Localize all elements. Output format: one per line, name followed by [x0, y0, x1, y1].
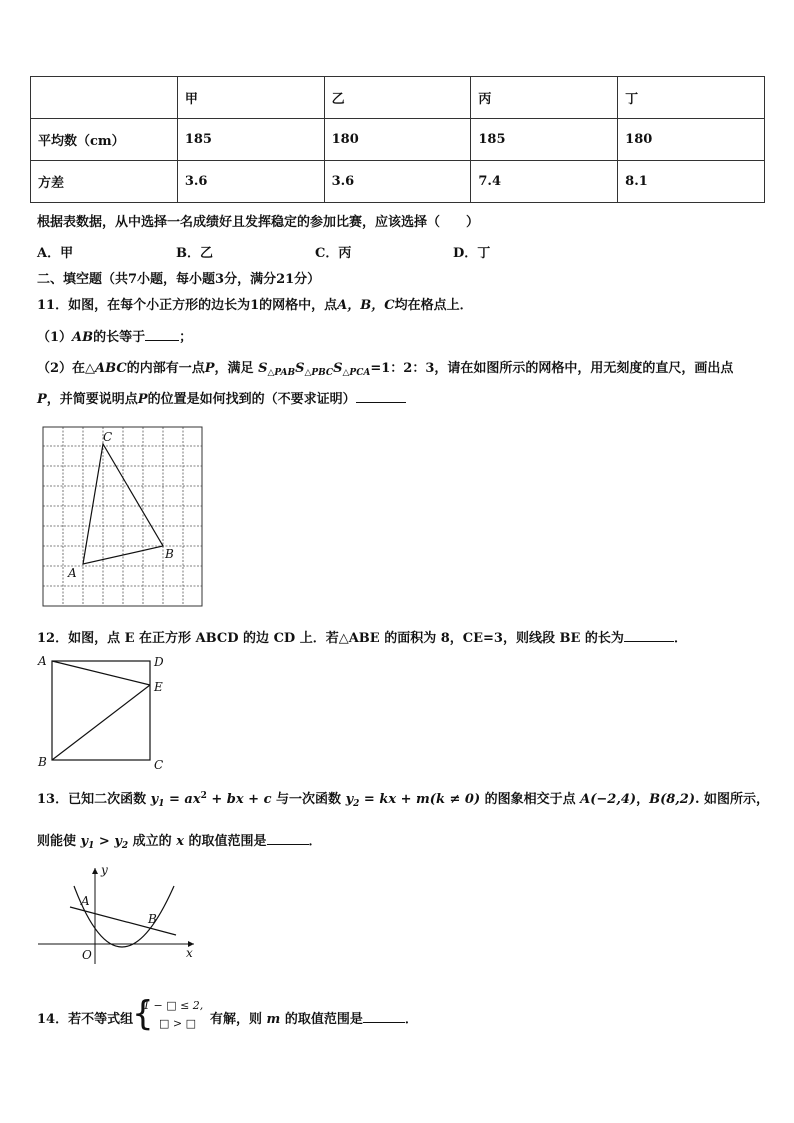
label-b: B [38, 755, 47, 769]
q10-option-b: B．乙 [176, 246, 213, 261]
q14-text: 有解，则 [210, 1012, 267, 1027]
brace-icon: { [132, 994, 154, 1034]
q11-triangle-var: ABC [95, 361, 127, 376]
q13-var: x [176, 834, 184, 849]
q14-var: m [266, 1012, 281, 1027]
q11-stem-text: 11．如图，在每个小正方形的边长为1的网格中，点 [37, 298, 338, 313]
area-subscript: △PBC [304, 368, 334, 378]
table-row [31, 119, 765, 161]
q13-text: 的取值范围是 [183, 834, 267, 849]
q14-system-line2: □ > □ [159, 1017, 196, 1030]
q13-line2 [37, 830, 322, 851]
q13-text: 的图象相交于点 [480, 792, 581, 807]
q11-part2-text: （2）在△ [37, 361, 96, 376]
score-table [30, 76, 765, 203]
answer-blank[interactable] [356, 390, 406, 403]
q11-grid-figure [42, 426, 204, 608]
area-symbol: S [333, 361, 343, 376]
q11-points: A，B，C [337, 298, 395, 313]
q10-option-c: C．丙 [315, 246, 352, 261]
table-cell: 3.6 [324, 161, 471, 203]
q14-system-line1: 1 − □ ≤ 2, [143, 999, 204, 1012]
table-cell: 180 [324, 119, 471, 161]
answer-blank[interactable] [624, 629, 674, 642]
grid-border [43, 427, 202, 606]
q13-point-b: B(8,2) [649, 792, 695, 807]
table-cell: 185 [471, 119, 618, 161]
q13-subscript: 1 [88, 841, 95, 851]
q11-part1-end: ； [179, 330, 193, 345]
q13-var: y [150, 792, 159, 807]
q13-text: 与一次函数 [271, 792, 346, 807]
q12-square-figure [34, 652, 174, 772]
q11-stem-tail: 均在格点上． [394, 298, 473, 313]
q11-part2-text: ，满足 [214, 361, 254, 376]
area-symbol: S [258, 361, 268, 376]
q13-text: ， [636, 792, 650, 807]
table-header-cell: 丙 [471, 77, 618, 119]
section-heading: 二、填空题（共7小题，每小题3分，满分21分） [37, 272, 321, 287]
label-a: A [81, 894, 90, 908]
q11-part2-text: 的位置是如何找到的（不要求证明） [147, 392, 356, 407]
y-axis-arrow [92, 868, 98, 874]
q11-point-var: P [204, 361, 215, 376]
q13-text: 成立的 [128, 834, 177, 849]
q13-text: . 如图所示， [694, 792, 770, 807]
q14-end: ． [404, 1012, 418, 1027]
q14-text: 的取值范围是 [280, 1012, 363, 1027]
label-b: B [165, 547, 174, 561]
label-y: y [101, 863, 108, 877]
table-header-row [31, 77, 765, 119]
q13-var: y [114, 834, 122, 849]
q13-text: 则能使 [37, 834, 81, 849]
q11-part2 [37, 357, 733, 378]
q10-stem: 根据表数据，从中选择一名成绩好且发挥稳定的参加比赛，应该选择（ ） [37, 215, 480, 230]
table-header-cell: 乙 [324, 77, 471, 119]
q13-superscript: 2 [200, 791, 207, 801]
table-cell: 180 [618, 119, 765, 161]
q12-stem-text: 12．如图，点 E 在正方形 ABCD 的边 CD 上．若△ABE 的面积为 8，CE=3，则线段 BE 的长为 [37, 631, 624, 646]
answer-blank[interactable] [363, 1010, 405, 1023]
q13-text: 13．已知二次函数 [37, 792, 151, 807]
q11-part1 [37, 326, 192, 345]
table-cell: 8.1 [618, 161, 765, 203]
q11-point-var: P [37, 392, 47, 407]
label-e: E [154, 680, 163, 694]
table-row-label: 平均数（cm） [31, 119, 178, 161]
q11-part1-var: AB [72, 330, 94, 345]
q11-part2-line2 [37, 388, 406, 407]
label-b: B [148, 912, 157, 926]
q12-end: ． [673, 631, 687, 646]
q13-graph-figure [34, 860, 204, 970]
table-header-cell [31, 77, 178, 119]
table-header-cell: 甲 [177, 77, 324, 119]
q13-subscript: 2 [353, 799, 360, 809]
answer-blank[interactable] [145, 328, 179, 341]
segment-ae [52, 661, 150, 685]
label-c: C [154, 758, 164, 772]
area-subscript: △PAB [267, 368, 296, 378]
q11-stem [37, 294, 473, 313]
q10-option-a: A．甲 [37, 246, 74, 261]
square-abcd [52, 661, 150, 760]
table-row-label: 方差 [31, 161, 178, 203]
answer-blank[interactable] [267, 832, 309, 845]
q13-stem [37, 788, 769, 809]
q11-part1-tail: 的长等于 [93, 330, 146, 345]
label-d: D [154, 655, 164, 669]
q13-point-a: A(−2,4) [580, 792, 637, 807]
q11-part2-text: 的内部有一点 [126, 361, 205, 376]
table-cell: 185 [177, 119, 324, 161]
q13-var: y [345, 792, 354, 807]
q10-option-d: D．丁 [453, 246, 491, 261]
q14-stem-text: 14．若不等式组 [37, 1012, 134, 1027]
q13-var: y [80, 834, 89, 849]
label-a: A [68, 566, 77, 580]
q13-expr: = ax [164, 792, 201, 807]
q11-point-var: P [137, 392, 148, 407]
grid-lines [43, 427, 202, 606]
q13-end: ． [308, 834, 322, 849]
q13-subscript: 1 [158, 799, 165, 809]
q11-part1-prefix: （1） [37, 330, 73, 345]
q13-expr: + bx + c [206, 792, 272, 807]
label-o: O [82, 948, 92, 962]
label-c: C [103, 430, 113, 444]
area-subscript: △PCA [342, 368, 371, 378]
table-row [31, 161, 765, 203]
q13-subscript: 2 [121, 841, 129, 851]
q13-text: > [94, 834, 115, 849]
q11-part2-text: ，并简要说明点 [46, 392, 138, 407]
table-cell: 3.6 [177, 161, 324, 203]
table-cell: 7.4 [471, 161, 618, 203]
segment-be [52, 685, 150, 760]
area-symbol: S [295, 361, 305, 376]
q13-expr: = kx + m(k ≠ 0) [359, 792, 481, 807]
table-header-cell: 丁 [618, 77, 765, 119]
q14-tail [210, 1008, 418, 1027]
q11-part2-ratio: =1：2：3，请在如图所示的网格中，用无刻度的直尺，画出点 [370, 361, 734, 376]
line-curve [70, 907, 176, 935]
label-a: A [38, 654, 47, 668]
q12-stem [37, 627, 687, 646]
label-x: x [186, 946, 193, 960]
